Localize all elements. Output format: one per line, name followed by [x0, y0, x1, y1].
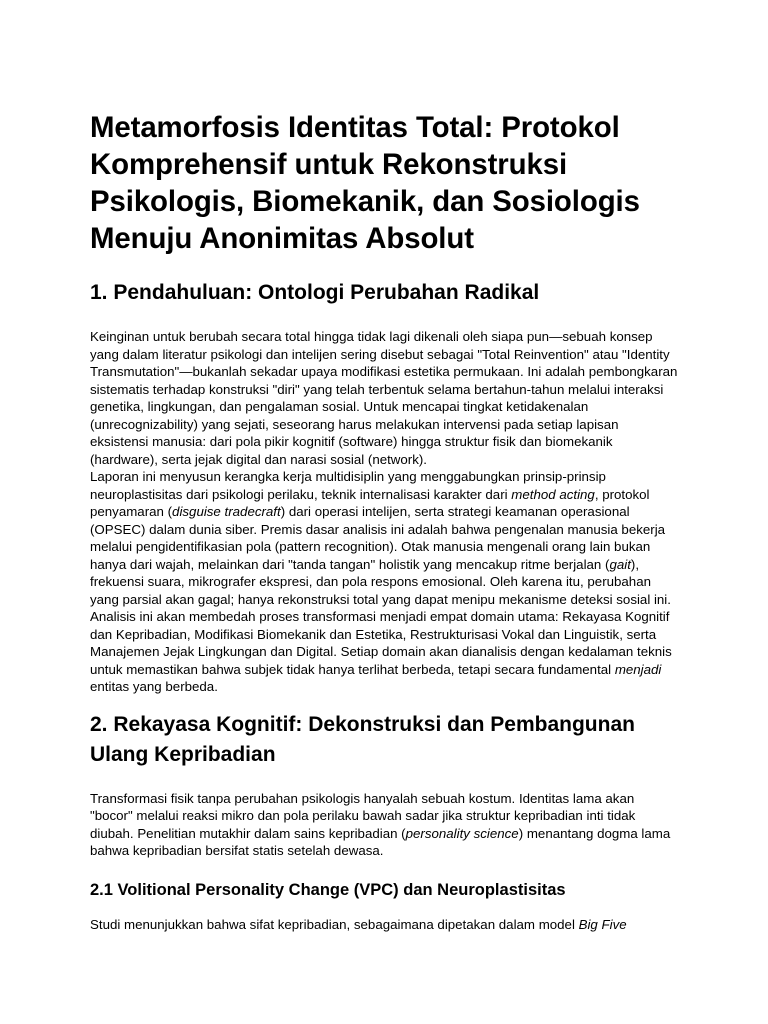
subsection-2-1-heading: 2.1 Volitional Personality Change (VPC) dan Neuroplastisitas [90, 880, 566, 899]
section-1-heading: 1. Pendahuluan: Ontologi Perubahan Radikal [90, 281, 540, 304]
section-1-body [90, 328, 678, 696]
italic-term-gait: gait [609, 556, 631, 572]
italic-term-menjadi: menjadi [614, 661, 662, 677]
section-2-paragraph-1 [90, 790, 678, 860]
text-run: entitas yang berbeda. [90, 679, 218, 694]
section-1-paragraph-2 [90, 468, 678, 608]
italic-term-disguise-tradecraft: disguise tradecraft [172, 504, 281, 519]
section-1-paragraph-3 [90, 608, 678, 696]
text-run: Analisis ini akan membedah proses transformasi menjadi empat domain utama: Rekayasa Kognitif dan Kepribadian, Modifikasi Biomekanik dan Estetika, Restrukturisasi Vokal dan Linguistik, serta Manajemen Jejak Lingkungan dan Digital. Setiap domain akan dianalisis dengan kedalaman teknis untuk memastikan bahwa subjek tidak hanya terlihat berbeda, tetapi secara fundamental [90, 609, 672, 677]
text-run: ) dari operasi intelijen, serta strategi keamanan operasional (OPSEC) dalam dunia siber. Premis dasar analisis ini adalah bahwa pengenalan manusia bekerja melalui pengidentifikasian pola (pattern recognition). Otak manusia mengenali orang lain bukan hanya dari wajah, melainkan dari "tanda tangan" holistik yang mencakup ritme berjalan ( [90, 504, 666, 572]
text-run: Transformasi fisik tanpa perubahan psikologis hanyalah sebuah kostum. Identitas lama akan "bocor" melalui reaksi mikro dan pola perilaku bawah sadar jika struktur kepribadian inti tidak diubah. Penelitian mutakhir dalam sains kepribadian ( [90, 790, 636, 841]
italic-term-method-acting: method acting [511, 486, 595, 502]
text-run: Studi menunjukkan bahwa sifat kepribadian, sebagaimana dipetakan dalam model [90, 916, 579, 932]
italic-term-personality-science: personality science [405, 825, 519, 841]
subsection-2-1-paragraph-1 [90, 916, 678, 934]
text-run: , protokol penyamaran ( [90, 486, 650, 519]
document-title: Metamorfosis Identitas Total: Protokol Komprehensif untuk Rekonstruksi Psikologis, Biomekanik, dan Sosiologis Menuju Anonimitas Absolut [90, 111, 640, 255]
section-2-heading: 2. Rekayasa Kognitif: Dekonstruksi dan Pembangunan Ulang Kepribadian [90, 712, 635, 766]
section-1-paragraph-1: Keinginan untuk berubah secara total hingga tidak lagi dikenali oleh siapa pun—sebuah konsep yang dalam literatur psikologi dan intelijen sering disebut sebagai "Total Reinvention" atau "Identity Transmutation"—bukanlah sekadar upaya modifikasi estetika permukaan. Ini adalah pembongkaran sistematis terhadap konstruksi "diri" yang telah terbentuk selama bertahun-tahun melalui interaksi genetika, lingkungan, dan pengalaman sosial. Untuk mencapai tingkat ketidakenalan (unrecognizability) yang sejati, seseorang harus melakukan intervensi pada setiap lapisan eksistensi manusia: dari pola pikir kognitif (software) hingga struktur fisik dan biomekanik (hardware), serta jejak digital dan narasi sosial (network). [90, 329, 678, 467]
text-run: Laporan ini menyusun kerangka kerja multidisiplin yang menggabungkan prinsip-prinsip neuroplastisitas dari psikologi perilaku, teknik internalisasi karakter dari [90, 469, 606, 502]
text-run: ) menantang dogma lama bahwa kepribadian bersifat statis setelah dewasa. [90, 825, 671, 858]
italic-term-big-five: Big Five [578, 916, 627, 932]
text-run: ), frekuensi suara, mikrografer ekspresi, dan pola respons emosional. Oleh karena itu, perubahan yang parsial akan gagal; hanya rekonstruksi total yang dapat menipu mekanisme deteksi sosial ini. [90, 556, 671, 607]
